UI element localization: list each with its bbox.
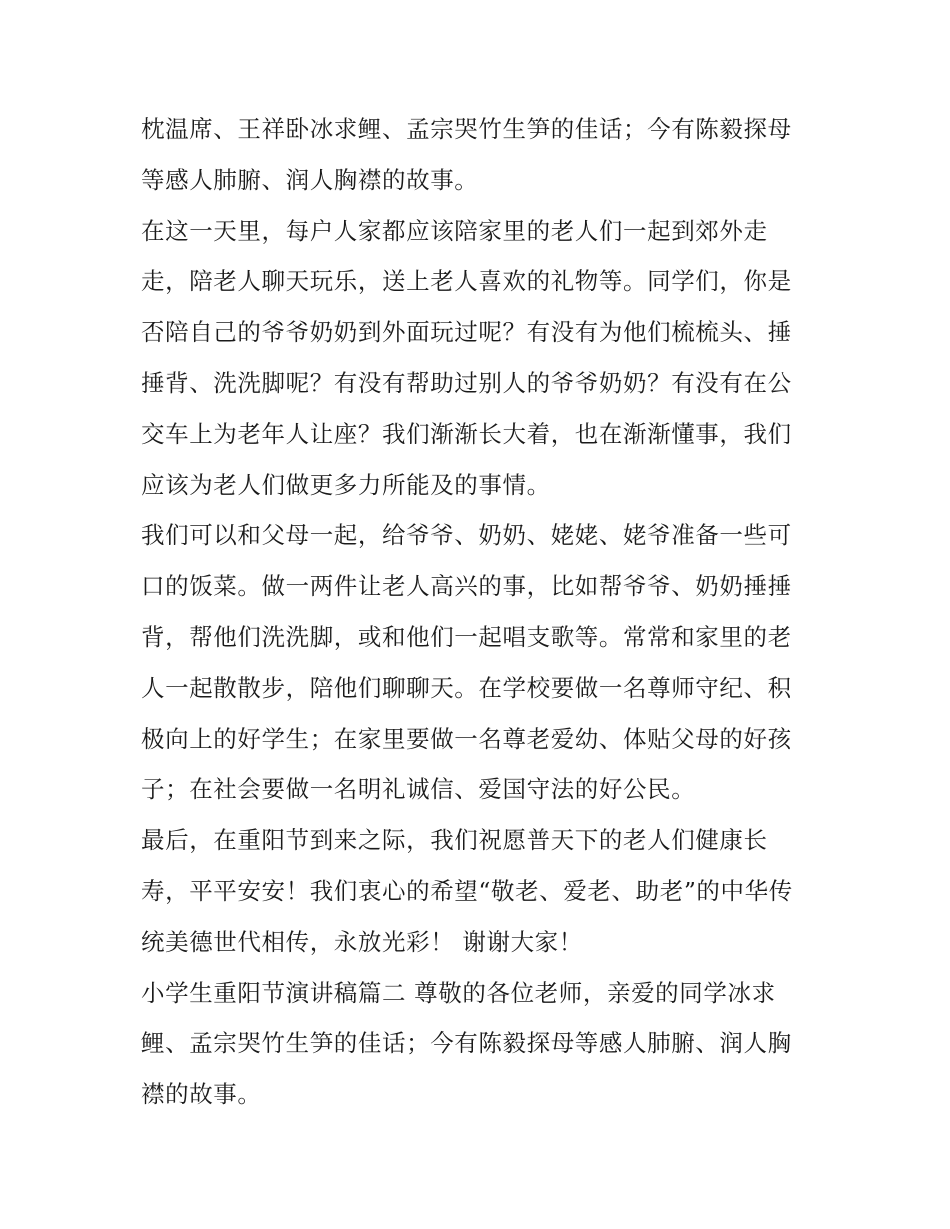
text-line: 鲤、孟宗哭竹生笋的佳话；今有陈毅探母等感人肺腑、润人胸: [141, 1029, 792, 1058]
text-line: 寿，平平安安！我们衷心的希望“敬老、爱老、助老”的中华传: [141, 876, 793, 905]
text-line: 我们可以和父母一起，给爷爷、奶奶、姥姥、姥爷准备一些可: [141, 521, 792, 550]
text-line: 交车上为老年人让座？我们渐渐长大着，也在渐渐懂事，我们: [141, 419, 792, 448]
text-line: 人一起散散步，陪他们聊聊天。在学校要做一名尊师守纪、积: [141, 673, 792, 702]
text-line: 口的饭菜。做一两件让老人高兴的事，比如帮爷爷、奶奶捶捶: [141, 572, 792, 601]
document-body: [141, 104, 821, 1120]
text-line: 极向上的好学生；在家里要做一名尊老爱幼、体贴父母的好孩: [141, 724, 792, 753]
text-line: 否陪自己的爷爷奶奶到外面玩过呢？有没有为他们梳梳头、捶: [141, 318, 792, 347]
text-line: 枕温席、王祥卧冰求鲤、孟宗哭竹生笋的佳话；今有陈毅探母: [141, 115, 792, 143]
text-line: 背，帮他们洗洗脚，或和他们一起唱支歌等。常常和家里的老: [141, 622, 792, 651]
text-line: 走，陪老人聊天玩乐，送上老人喜欢的礼物等。同学们，你是: [141, 267, 792, 296]
text-line: 子；在社会要做一名明礼诚信、爱国守法的好公民。: [141, 775, 696, 804]
text-line: 最后，在重阳节到来之际，我们祝愿普天下的老人们健康长: [141, 826, 768, 855]
text-line: 在这一天里，每户人家都应该陪家里的老人们一起到郊外走: [141, 216, 768, 245]
text-line: 襟的故事。: [141, 1080, 262, 1109]
text-line: 等感人肺腑、润人胸襟的故事。: [141, 165, 479, 194]
text-line: 统美德世代相传，永放光彩！ 谢谢大家！: [141, 927, 583, 956]
text-line: 小学生重阳节演讲稿篇二 尊敬的各位老师，亲爱的同学冰求: [141, 978, 776, 1007]
text-line: 应该为老人们做更多力所能及的事情。: [141, 470, 551, 499]
text-line: 捶背、洗洗脚呢？有没有帮助过别人的爷爷奶奶？有没有在公: [141, 368, 792, 397]
